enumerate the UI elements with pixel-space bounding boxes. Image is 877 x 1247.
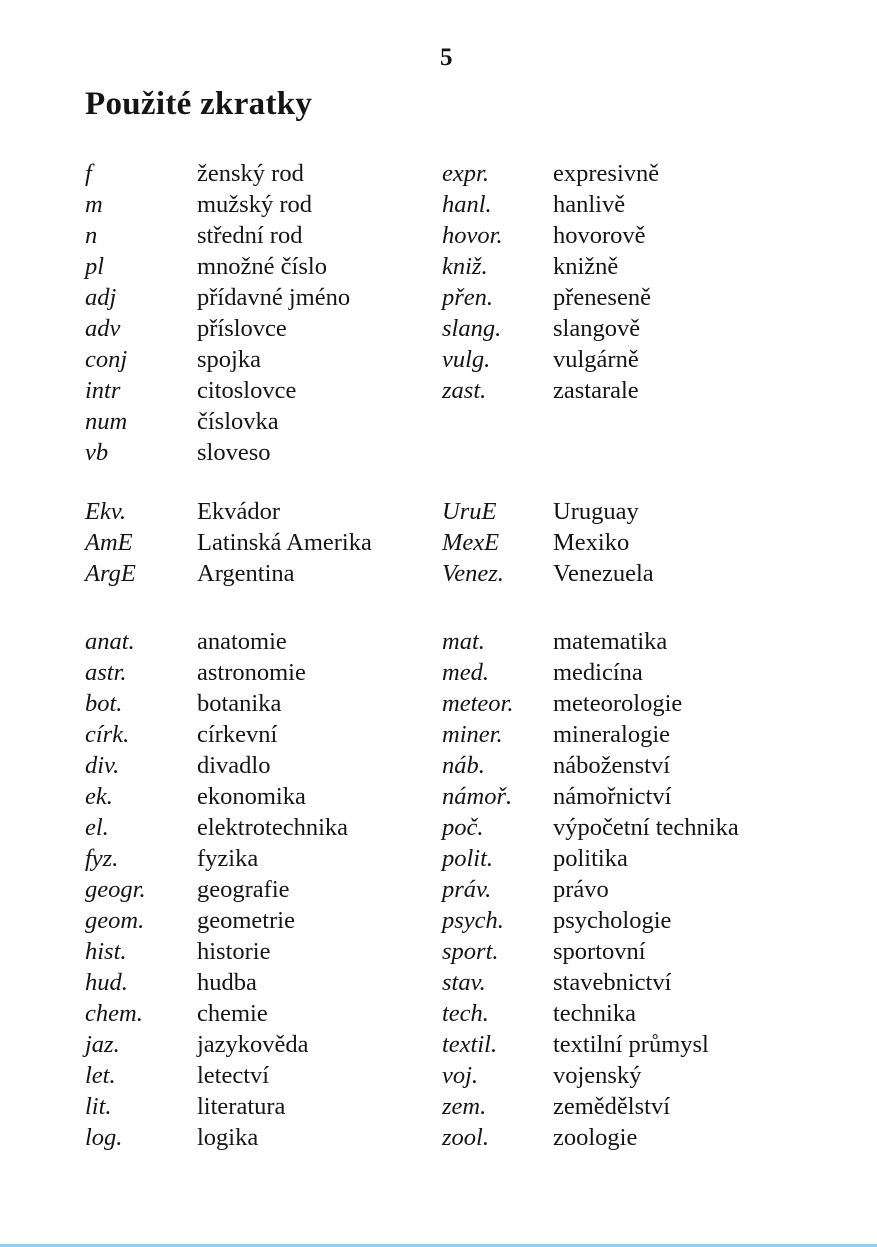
abbreviation-meaning: slangově [553, 315, 641, 342]
abbreviation-term: bot. [85, 690, 123, 717]
abbreviation-row [85, 437, 442, 468]
abbreviation-term: chem. [85, 1000, 143, 1027]
abbreviation-meaning: zoologie [553, 1124, 638, 1151]
abbreviation-term: vulg. [442, 346, 491, 373]
abbreviation-term: expr. [442, 160, 489, 187]
abbreviation-row [85, 998, 442, 1029]
abbreviation-row [442, 936, 847, 967]
abbreviation-meaning: technika [553, 1000, 636, 1027]
abbreviation-row [85, 812, 442, 843]
abbreviation-meaning: fyzika [197, 845, 259, 872]
abbreviation-term: conj [85, 346, 128, 373]
abbreviation-meaning: námořnictví [553, 783, 672, 810]
abbreviation-row [85, 1060, 442, 1091]
abbreviation-term: let. [85, 1062, 116, 1089]
abbreviation-row [442, 843, 847, 874]
abbreviation-term: přen. [442, 284, 494, 311]
abbreviation-term: hist. [85, 938, 127, 965]
abbreviation-term: astr. [85, 659, 127, 686]
abbreviation-meaning: zastarale [553, 377, 639, 404]
abbreviation-row [85, 220, 442, 251]
abbreviation-meaning: geografie [197, 876, 290, 903]
abbreviation-term: sport. [442, 938, 499, 965]
abbreviation-row [85, 406, 442, 437]
abbreviation-meaning: příslovce [197, 315, 287, 342]
abbreviations-content [85, 158, 847, 1153]
abbreviation-meaning: právo [553, 876, 609, 903]
abbreviation-meaning: přídavné jméno [197, 284, 351, 311]
abbreviation-term: jaz. [85, 1031, 120, 1058]
abbreviation-term: zool. [442, 1124, 489, 1151]
abbreviation-row [442, 1122, 847, 1153]
abbreviation-row [442, 657, 847, 688]
abbreviation-meaning: stavebnictví [553, 969, 672, 996]
abbreviation-row [442, 998, 847, 1029]
abbreviation-meaning: hanlivě [553, 191, 626, 218]
abbreviation-term: náb. [442, 752, 485, 779]
abbreviation-meaning: anatomie [197, 628, 287, 655]
abbreviation-row [85, 527, 442, 558]
abbreviation-meaning: divadlo [197, 752, 271, 779]
abbreviation-term: Ekv. [85, 498, 127, 525]
abbreviation-term: m [85, 191, 103, 218]
abbreviation-row [85, 282, 442, 313]
abbreviation-meaning: astronomie [197, 659, 306, 686]
abbreviation-meaning: ženský rod [197, 160, 304, 187]
abbreviation-term: adj [85, 284, 117, 311]
abbreviation-row [442, 158, 847, 189]
abbreviation-term: slang. [442, 315, 502, 342]
abbreviation-meaning: mineralogie [553, 721, 671, 748]
abbreviation-row [85, 936, 442, 967]
abbreviation-row [85, 905, 442, 936]
section-regions [85, 496, 847, 589]
abbreviation-meaning: botanika [197, 690, 282, 717]
abbreviation-meaning: meteorologie [553, 690, 683, 717]
abbreviation-term: intr [85, 377, 121, 404]
abbreviation-term: fyz. [85, 845, 119, 872]
abbreviation-meaning: hudba [197, 969, 257, 996]
abbreviation-meaning: Argentina [197, 560, 295, 587]
column-regions-right [442, 496, 847, 589]
abbreviation-row [85, 781, 442, 812]
abbreviation-term: stav. [442, 969, 486, 996]
abbreviation-term: UruE [442, 498, 497, 525]
abbreviation-meaning: přeneseně [553, 284, 651, 311]
abbreviation-row [85, 313, 442, 344]
abbreviation-meaning: střední rod [197, 222, 303, 249]
abbreviation-term: poč. [442, 814, 484, 841]
abbreviation-term: miner. [442, 721, 503, 748]
column-regions-left [85, 496, 442, 589]
abbreviation-meaning: Uruguay [553, 498, 639, 525]
abbreviation-row [442, 344, 847, 375]
abbreviation-meaning: církevní [197, 721, 278, 748]
abbreviation-meaning: výpočetní technika [553, 814, 739, 841]
abbreviation-row [85, 189, 442, 220]
abbreviation-term: práv. [442, 876, 492, 903]
abbreviation-term: div. [85, 752, 120, 779]
abbreviation-row [85, 251, 442, 282]
column-fields-left [85, 626, 442, 1153]
abbreviation-term: f [85, 160, 92, 187]
abbreviation-term: zast. [442, 377, 487, 404]
abbreviation-meaning: číslovka [197, 408, 279, 435]
abbreviation-meaning: expresivně [553, 160, 660, 187]
abbreviation-row [442, 812, 847, 843]
abbreviation-row [85, 375, 442, 406]
abbreviation-row [442, 688, 847, 719]
abbreviation-meaning: literatura [197, 1093, 286, 1120]
abbreviation-row [442, 750, 847, 781]
abbreviation-row [85, 843, 442, 874]
abbreviation-row [442, 967, 847, 998]
abbreviation-row [442, 1091, 847, 1122]
abbreviation-meaning: matematika [553, 628, 668, 655]
abbreviation-meaning: medicína [553, 659, 643, 686]
abbreviation-row [85, 967, 442, 998]
page-number: 5 [440, 44, 453, 71]
abbreviation-term: pl [85, 253, 105, 280]
abbreviation-term: hovor. [442, 222, 503, 249]
abbreviation-term: círk. [85, 721, 130, 748]
abbreviation-meaning: sportovní [553, 938, 646, 965]
section-subject-fields [85, 626, 847, 1153]
abbreviation-row [442, 251, 847, 282]
abbreviation-row [442, 1029, 847, 1060]
abbreviation-row [85, 657, 442, 688]
abbreviation-term: Venez. [442, 560, 504, 587]
abbreviation-term: hanl. [442, 191, 492, 218]
abbreviation-term: mat. [442, 628, 485, 655]
abbreviation-row [442, 375, 847, 406]
abbreviation-row [85, 719, 442, 750]
abbreviation-row [85, 558, 442, 589]
abbreviation-meaning: Mexiko [553, 529, 630, 556]
abbreviation-row [442, 527, 847, 558]
abbreviation-term: anat. [85, 628, 135, 655]
abbreviation-row [85, 688, 442, 719]
abbreviation-meaning: sloveso [197, 439, 271, 466]
abbreviation-term: n [85, 222, 98, 249]
abbreviation-row [442, 558, 847, 589]
abbreviation-row [442, 189, 847, 220]
abbreviation-row [85, 344, 442, 375]
abbreviation-row [85, 874, 442, 905]
column-grammar-right [442, 158, 847, 406]
abbreviation-term: ArgE [85, 560, 136, 587]
abbreviation-meaning: geometrie [197, 907, 295, 934]
abbreviation-row [85, 496, 442, 527]
abbreviation-meaning: hovorově [553, 222, 646, 249]
abbreviation-row [85, 750, 442, 781]
abbreviation-meaning: psychologie [553, 907, 672, 934]
abbreviation-row [85, 1091, 442, 1122]
abbreviation-term: ek. [85, 783, 113, 810]
abbreviation-meaning: vulgárně [553, 346, 639, 373]
abbreviation-meaning: knižně [553, 253, 619, 280]
abbreviation-term: textil. [442, 1031, 498, 1058]
abbreviation-row [442, 626, 847, 657]
abbreviation-row [85, 158, 442, 189]
abbreviation-term: num [85, 408, 128, 435]
abbreviation-term: námoř. [442, 783, 513, 810]
abbreviation-meaning: vojenský [553, 1062, 642, 1089]
abbreviation-meaning: Latinská Amerika [197, 529, 372, 556]
abbreviation-term: lit. [85, 1093, 112, 1120]
abbreviation-term: med. [442, 659, 489, 686]
abbreviation-term: hud. [85, 969, 128, 996]
page-title: Použité zkratky [85, 86, 313, 122]
abbreviation-row [442, 874, 847, 905]
abbreviation-meaning: logika [197, 1124, 259, 1151]
abbreviation-row [442, 313, 847, 344]
abbreviation-meaning: jazykověda [197, 1031, 309, 1058]
abbreviation-meaning: chemie [197, 1000, 268, 1027]
abbreviation-row [442, 282, 847, 313]
column-fields-right [442, 626, 847, 1153]
abbreviation-meaning: Ekvádor [197, 498, 280, 525]
abbreviation-meaning: množné číslo [197, 253, 327, 280]
abbreviation-row [85, 626, 442, 657]
abbreviation-row [442, 781, 847, 812]
section-grammar-and-style [85, 158, 847, 468]
abbreviation-term: AmE [85, 529, 133, 556]
column-grammar-left [85, 158, 442, 468]
abbreviation-term: tech. [442, 1000, 489, 1027]
abbreviation-meaning: mužský rod [197, 191, 312, 218]
abbreviation-term: voj. [442, 1062, 479, 1089]
abbreviation-row [85, 1122, 442, 1153]
abbreviation-meaning: historie [197, 938, 271, 965]
abbreviation-term: adv [85, 315, 121, 342]
abbreviation-term: polit. [442, 845, 494, 872]
abbreviation-row [442, 496, 847, 527]
abbreviation-term: el. [85, 814, 109, 841]
abbreviation-meaning: textilní průmysl [553, 1031, 709, 1058]
abbreviation-term: zem. [442, 1093, 487, 1120]
abbreviation-row [442, 719, 847, 750]
abbreviation-meaning: citoslovce [197, 377, 297, 404]
abbreviation-row [442, 220, 847, 251]
abbreviation-term: log. [85, 1124, 123, 1151]
abbreviation-meaning: náboženství [553, 752, 671, 779]
abbreviation-term: geom. [85, 907, 145, 934]
abbreviation-term: MexE [442, 529, 500, 556]
abbreviation-meaning: letectví [197, 1062, 270, 1089]
abbreviation-row [442, 1060, 847, 1091]
abbreviation-meaning: spojka [197, 346, 261, 373]
abbreviation-term: psych. [442, 907, 504, 934]
abbreviation-term: vb [85, 439, 109, 466]
abbreviation-meaning: Venezuela [553, 560, 654, 587]
abbreviation-meaning: politika [553, 845, 628, 872]
abbreviation-row [442, 905, 847, 936]
abbreviation-row [85, 1029, 442, 1060]
abbreviation-meaning: ekonomika [197, 783, 306, 810]
abbreviation-term: meteor. [442, 690, 514, 717]
abbreviation-term: kniž. [442, 253, 488, 280]
abbreviation-meaning: elektrotechnika [197, 814, 349, 841]
abbreviation-meaning: zemědělství [553, 1093, 671, 1120]
abbreviation-term: geogr. [85, 876, 146, 903]
